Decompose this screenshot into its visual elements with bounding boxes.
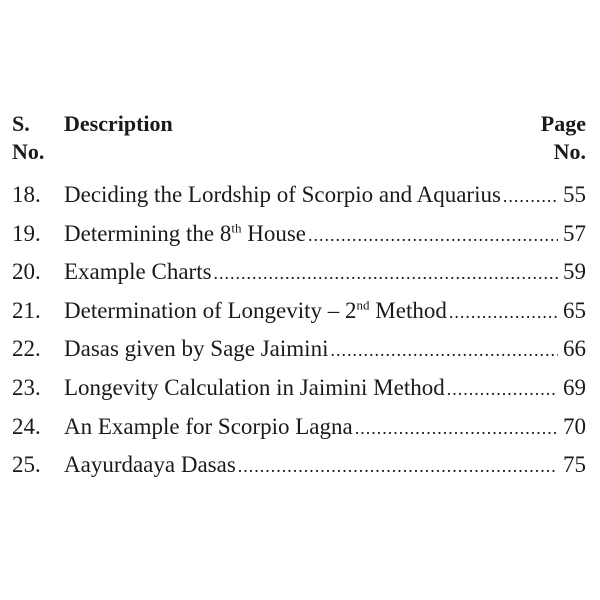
entry-number: 18. — [12, 182, 41, 207]
entry-number: 20. — [12, 259, 41, 285]
entry-page-number: 55 — [563, 182, 586, 207]
serial-number-header-line1: S. — [12, 111, 30, 136]
entry-page-number: 65 — [563, 297, 586, 323]
dot-leader — [447, 370, 558, 409]
entry-title: Example Charts — [64, 259, 212, 285]
page-number-header — [541, 110, 586, 166]
entry-title: Determining the 8th House — [64, 219, 307, 246]
toc-header — [12, 110, 586, 172]
serial-number-header — [12, 110, 52, 166]
toc-entry — [12, 176, 586, 215]
entry-title: Longevity Calculation in Jaimini Method — [64, 374, 445, 400]
toc-entry — [12, 292, 586, 331]
dot-leader — [214, 254, 558, 293]
entry-number: 23. — [12, 374, 41, 400]
entry-number: 19. — [12, 220, 41, 246]
entry-number: 22. — [12, 336, 41, 362]
entry-page-number: 69 — [563, 374, 586, 400]
toc-entry — [12, 253, 586, 292]
toc-entry — [12, 215, 586, 254]
entry-page-number: 75 — [563, 452, 586, 478]
entry-page-number: 66 — [563, 336, 586, 362]
description-header: Description — [64, 111, 173, 136]
toc-entry — [12, 330, 586, 369]
dot-leader — [238, 447, 558, 486]
table-of-contents — [12, 110, 586, 485]
dot-leader — [355, 409, 558, 448]
dot-leader — [503, 177, 558, 216]
toc-entry — [12, 369, 586, 408]
entry-title: Determination of Longevity – 2nd Method — [64, 297, 447, 323]
serial-number-header-line2: No. — [12, 139, 45, 164]
page-number-header-line2: No. — [553, 139, 586, 164]
entry-page-number: 59 — [563, 259, 586, 285]
entry-number: 21. — [12, 297, 41, 323]
entry-number: 24. — [12, 413, 41, 439]
page-number-header-line1: Page — [540, 111, 586, 136]
toc-entries — [12, 176, 586, 485]
toc-entry — [12, 446, 586, 485]
entry-title: Aayurdaaya Dasas — [64, 452, 236, 478]
dot-leader — [330, 331, 558, 370]
entry-page-number: 70 — [563, 413, 586, 439]
toc-entry — [12, 408, 586, 447]
dot-leader — [308, 216, 558, 255]
entry-title: An Example for Scorpio Lagna — [64, 413, 353, 439]
entry-title: Deciding the Lordship of Scorpio and Aquarius — [64, 182, 501, 207]
entry-number: 25. — [12, 452, 41, 478]
entry-page-number: 57 — [563, 220, 586, 246]
dot-leader — [449, 293, 558, 332]
entry-title: Dasas given by Sage Jaimini — [64, 336, 329, 362]
